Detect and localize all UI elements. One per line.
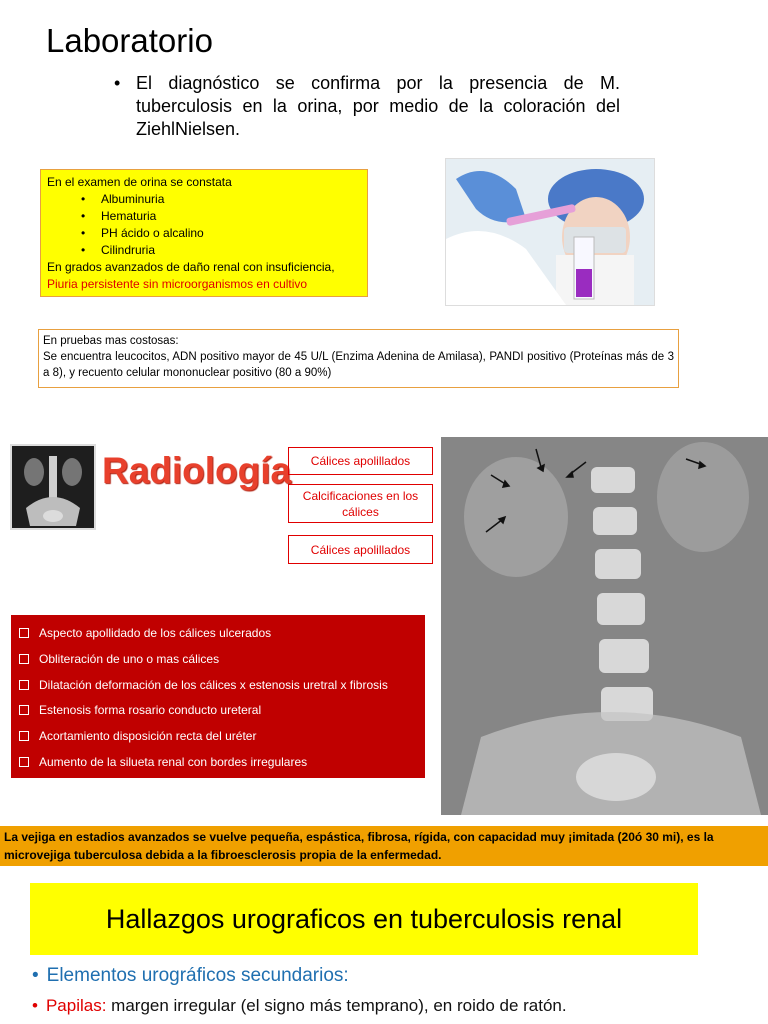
list-item: • PH ácido o alcalino (81, 225, 361, 242)
checkbox-square-icon (19, 705, 29, 715)
label-calices-apolillados-2: Cálices apolillados (288, 535, 433, 564)
list-item (17, 676, 419, 702)
checkbox-square-icon (19, 628, 29, 638)
finding-text: Obliteración de uno o mas cálices (39, 651, 220, 666)
checkbox-square-icon (19, 654, 29, 664)
costly-tests-box (38, 329, 679, 388)
papilas-key: Papilas: (45, 996, 107, 1015)
list-item (17, 624, 419, 650)
urine-findings-list (47, 191, 361, 259)
lab-technician-photo (445, 158, 655, 306)
secondary-elements-bullet (32, 965, 349, 987)
checkbox-square-icon (19, 731, 29, 741)
intro-text: El diagnóstico se confirma por la presencia de M. tuberculosis en la orina, por medio de la coloración del ZiehlNielsen. (136, 73, 620, 139)
urine-heading: En el examen de orina se constata (47, 175, 232, 189)
bladder-note: La vejiga en estadios avanzados se vuelve pequeña, espástica, fibrosa, rígida, con capacidad muy ¡imitada (20ó 30 mi), es la microvejiga tuberculosa debida a la fibroesclerosis propia de la enfermedad. (0, 826, 768, 866)
urography-xray-image (441, 437, 768, 815)
label-calices-apolillados-1: Cálices apolillados (288, 447, 433, 475)
list-item: • Albuminuria (81, 191, 361, 208)
finding-text: Estenosis forma rosario conducto ureteral (39, 703, 262, 718)
pyuria-highlight: Piuria persistente sin microorganismos en cultivo (47, 277, 308, 291)
costly-heading: En pruebas mas costosas: (43, 335, 179, 347)
radiology-findings-panel (11, 615, 425, 778)
checkbox-square-icon (19, 680, 29, 690)
bullet-dot: • (32, 965, 39, 986)
xray-thumbnail-image (10, 444, 96, 530)
papilas-text: margen irregular (el signo más temprano), en roido de ratón. (106, 996, 567, 1015)
bullet-dot: • (114, 73, 121, 93)
urine-exam-box (40, 169, 368, 297)
list-item (17, 727, 419, 753)
bullet-dot: • (32, 996, 38, 1015)
advanced-text: En grados avanzados de daño renal con insuficiencia, (47, 260, 335, 274)
list-item (17, 650, 419, 676)
label-calcificaciones: Calcificaciones en los cálices (288, 484, 433, 523)
secondary-text: Elementos urográficos secundarios: (46, 965, 349, 986)
radiology-title: Radiología (102, 450, 292, 491)
intro-bullet (114, 72, 620, 141)
list-item (17, 701, 419, 727)
finding-text: Acortamiento disposición recta del uréter (39, 729, 257, 744)
papilas-bullet (32, 996, 567, 1016)
finding-text: Aspecto apollidado de los cálices ulcerados (39, 626, 272, 640)
urographic-heading: Hallazgos urograficos en tuberculosis renal (30, 883, 698, 955)
list-item: • Cilindruria (81, 242, 361, 259)
list-item (17, 753, 419, 779)
list-item: • Hematuria (81, 208, 361, 225)
finding-text: Aumento de la silueta renal con bordes irregulares (39, 754, 308, 769)
finding-text: Dilatación deformación de los cálices x estenosis uretral x fibrosis (39, 677, 388, 692)
page-title: Laboratorio (46, 22, 213, 59)
checkbox-square-icon (19, 757, 29, 767)
costly-text: Se encuentra leucocitos, ADN positivo mayor de 45 U/L (Enzima Adenina de Amilasa), PANDI positivo (Proteínas más de 3 a 8), y recuento celular mononuclear positivo (80 a 90%) (43, 351, 674, 379)
